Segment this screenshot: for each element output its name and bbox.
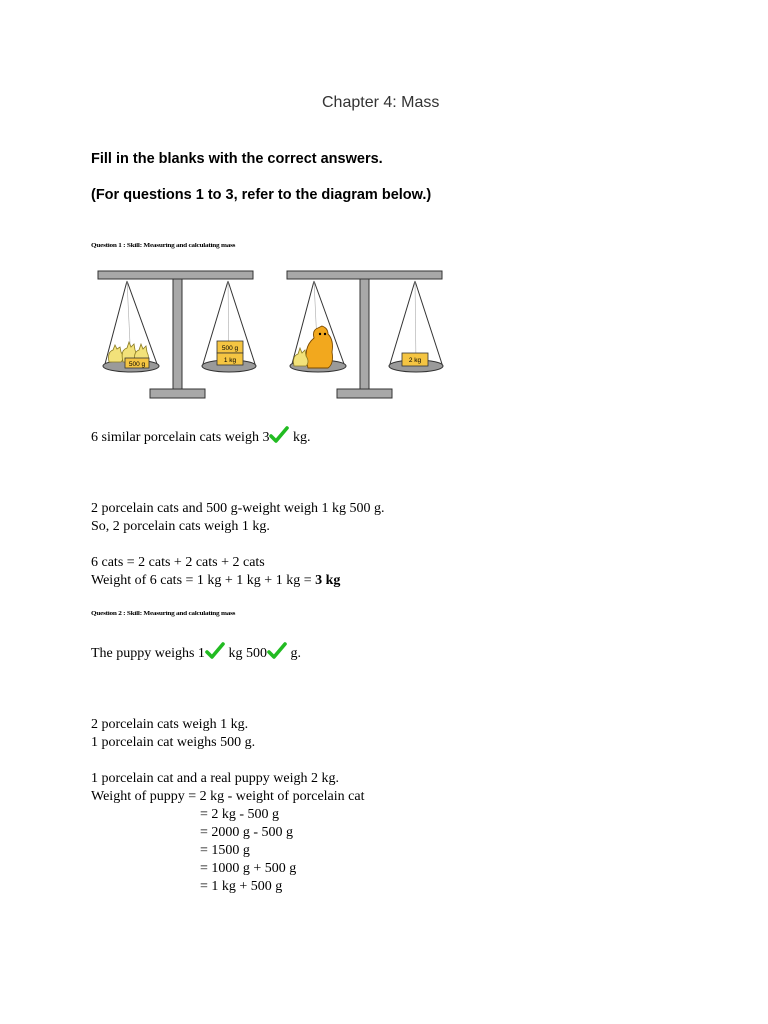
q2-step: = 1500 g <box>200 843 250 858</box>
checkmark-icon <box>269 426 289 444</box>
weight-label: 2 kg <box>408 357 422 364</box>
answer-part-1: The puppy weighs 1 <box>91 646 205 661</box>
q1-working-line: 2 porcelain cats and 500 g-weight weigh 1 kg 500 g. <box>91 501 385 516</box>
q2-working-line: 2 porcelain cats weigh 1 kg. <box>91 717 249 732</box>
q2-step: = 2 kg - 500 g <box>200 807 280 822</box>
answer-prefix: 6 similar porcelain cats weigh 3 <box>91 430 270 445</box>
left-balance-scale <box>98 271 256 398</box>
q1-result-line <box>91 572 340 590</box>
weight-label: 500 g <box>128 361 146 368</box>
question-2-answer <box>91 642 301 663</box>
q2-working-line: 1 porcelain cat weighs 500 g. <box>91 735 256 750</box>
right-balance-scale <box>287 271 443 398</box>
checkmark-icon <box>267 642 287 660</box>
q2-step: = 1000 g + 500 g <box>200 861 297 876</box>
q2-step: = 1 kg + 500 g <box>200 879 283 894</box>
q2-working-line: 1 porcelain cat and a real puppy weigh 2 kg. <box>91 771 340 786</box>
answer-part-2: kg 500 <box>228 646 267 661</box>
q2-step: = 2000 g - 500 g <box>200 825 294 840</box>
puppy-icon <box>306 326 333 368</box>
q1-working-line: So, 2 porcelain cats weigh 1 kg. <box>91 519 270 534</box>
result-prefix: Weight of 6 cats = 1 kg + 1 kg + 1 kg = <box>91 573 316 588</box>
result-bold: 3 kg <box>315 573 341 588</box>
reference-note: (For questions 1 to 3, refer to the diagram below.) <box>91 187 432 203</box>
question-1-answer <box>91 426 310 447</box>
page-title: Chapter 4: Mass <box>322 94 440 111</box>
checkmark-icon <box>205 642 225 660</box>
answer-suffix: kg. <box>292 430 311 445</box>
question-2-label: Question 2 : Skill: Measuring and calculating mass <box>91 611 236 617</box>
weight-label: 1 kg <box>223 357 237 364</box>
instruction: Fill in the blanks with the correct answers. <box>91 151 383 167</box>
balance-diagram <box>95 268 450 404</box>
q2-working-line: Weight of puppy = 2 kg - weight of porcelain cat <box>91 789 365 804</box>
answer-part-3: g. <box>290 646 301 661</box>
q1-working-line: 6 cats = 2 cats + 2 cats + 2 cats <box>91 555 265 570</box>
question-1-label: Question 1 : Skill: Measuring and calculating mass <box>91 243 236 249</box>
weight-label: 500 g <box>221 345 239 352</box>
